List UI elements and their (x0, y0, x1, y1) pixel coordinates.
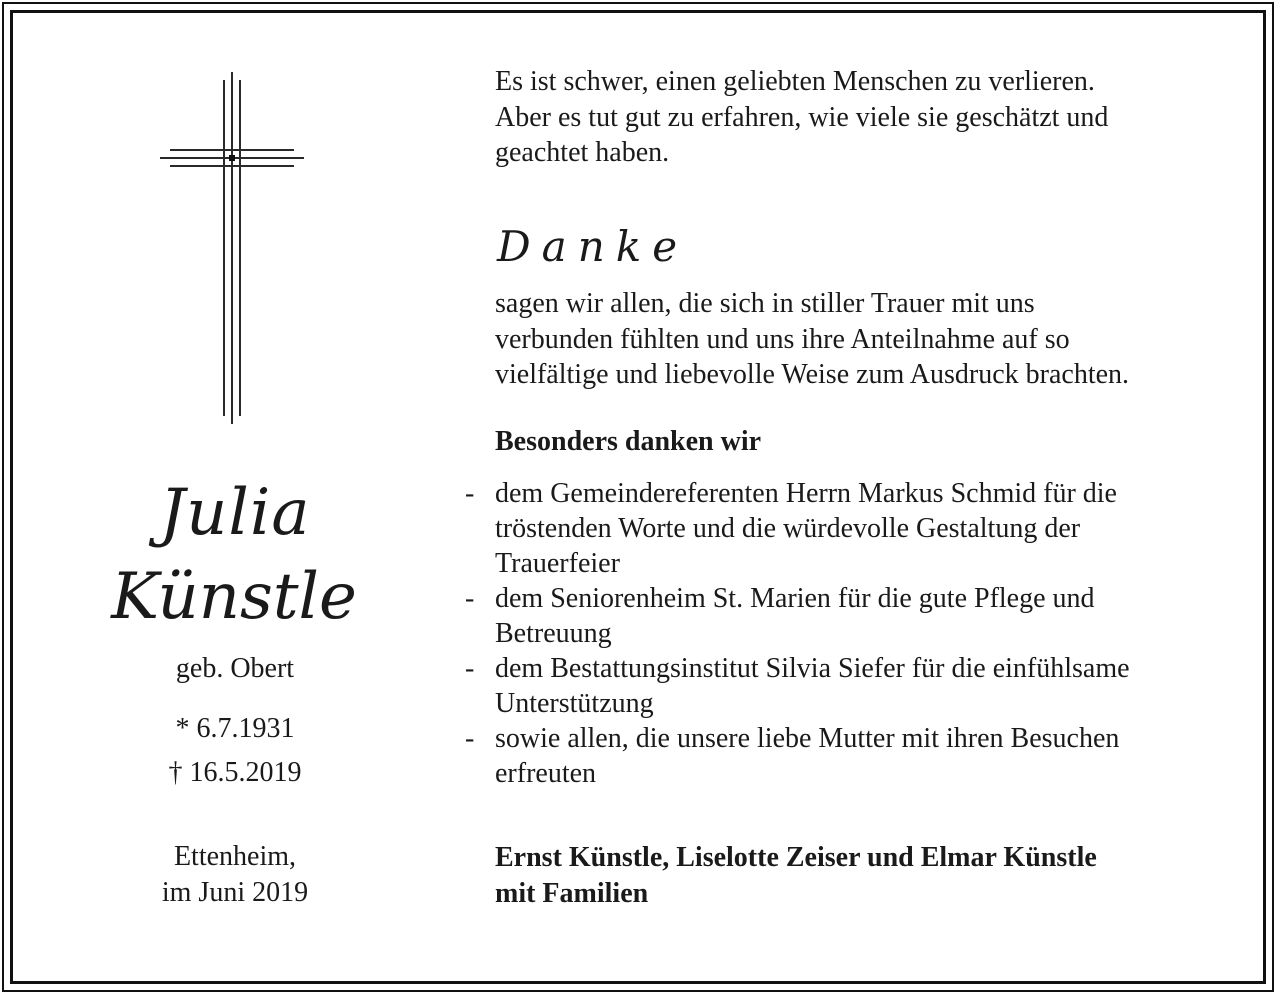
intro-text (495, 64, 1225, 171)
thanks-line: sagen wir allen, die sich in stiller Trauer mit uns (495, 288, 1035, 319)
place: Ettenheim, (173, 841, 297, 872)
list-line: dem Bestattungsinstitut Silvia Siefer für die einfühlsame (495, 653, 1130, 684)
list-line: Trauerfeier (495, 548, 620, 579)
list-item (465, 476, 1225, 581)
list-line: dem Gemeindereferenten Herrn Markus Schmid für die (495, 478, 1117, 509)
list-line: tröstenden Worte und die würdevolle Gestaltung der (495, 513, 1081, 544)
list-item (465, 651, 1225, 721)
list-line: sowie allen, die unsere liebe Mutter mit ihren Besuchen (495, 723, 1120, 754)
signature-line: Ernst Künstle, Liselotte Zeiser und Elmar Künstle (495, 842, 1097, 873)
special-thanks-heading: Besonders danken wir (495, 426, 762, 457)
signature (495, 840, 1225, 911)
intro-line: Aber es tut gut zu erfahren, wie viele sie geschätzt und (495, 101, 1109, 133)
danke-heading: Danke (497, 222, 689, 271)
birth-date: * 6.7.1931 (175, 713, 295, 744)
list-dash: - (465, 653, 475, 684)
list-line: Unterstützung (495, 688, 654, 719)
death-date: † 16.5.2019 (168, 757, 302, 788)
list-line: erfreuten (495, 758, 597, 789)
list-item (465, 721, 1225, 791)
thanks-text (495, 286, 1225, 393)
birth-name: geb. Obert (175, 653, 295, 684)
intro-line: Es ist schwer, einen geliebten Menschen zu verlieren. (495, 66, 1095, 97)
list-line: dem Seniorenheim St. Marien für die gute Pflege und (495, 583, 1095, 614)
triple-line-cross-icon (158, 70, 306, 426)
thanks-line: vielfältige und liebevolle Weise zum Ausdruck brachten. (495, 359, 1130, 390)
list-dash: - (465, 723, 475, 754)
date: im Juni 2019 (161, 877, 309, 908)
list-dash: - (465, 478, 475, 509)
list-line: Betreuung (495, 618, 612, 649)
first-name: Julia (159, 476, 311, 550)
signature-line: mit Familien (495, 877, 649, 909)
thanks-line: verbunden fühlten und uns ihre Anteilnahme auf so (495, 323, 1070, 355)
thanks-list (465, 476, 1225, 791)
list-item (465, 581, 1225, 651)
list-dash: - (465, 583, 475, 614)
intro-line: geachtet haben. (495, 137, 670, 168)
last-name: Künstle (111, 560, 357, 634)
